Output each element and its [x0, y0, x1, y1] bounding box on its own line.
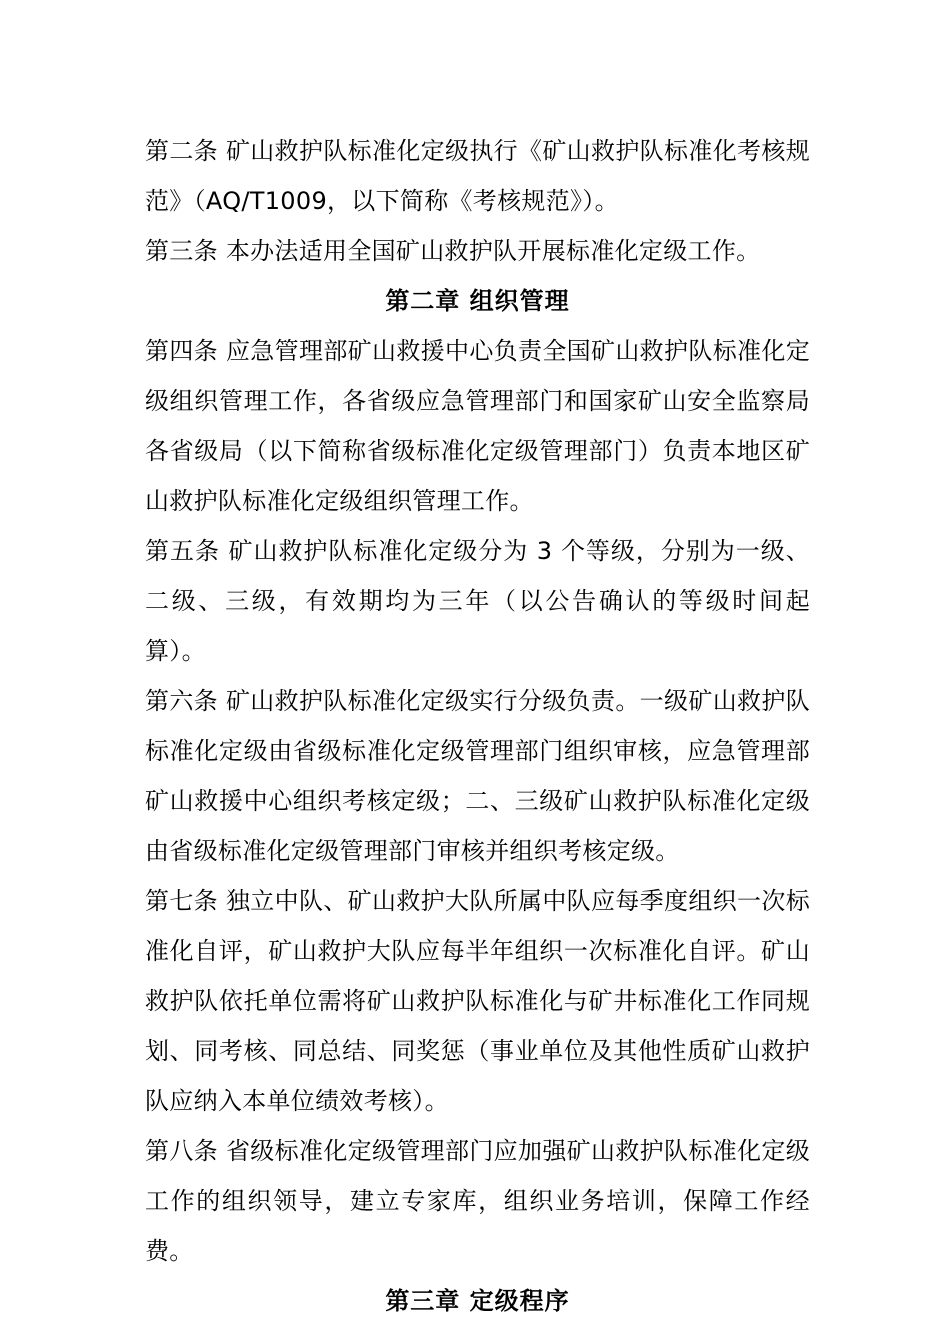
article-8: 第八条 省级标准化定级管理部门应加强矿山救护队标准化定级工作的组织领导，建立专家库，组织业务培训，保障工作经费。	[145, 1137, 810, 1265]
chapter-3-heading: 第三章 定级程序	[385, 1287, 570, 1315]
article-4: 第四条 应急管理部矿山救援中心负责全国矿山救护队标准化定级组织管理工作，各省级应急管理部门和国家矿山安全监察局各省级局（以下简称省级标准化定级管理部门）负责本地区矿山救护队标准化定级组织管理工作。	[145, 337, 810, 515]
document-body	[145, 126, 810, 1326]
article-3: 第三条 本办法适用全国矿山救护队开展标准化定级工作。	[145, 237, 761, 265]
article-2: 第二条 矿山救护队标准化定级执行《矿山救护队标准化考核规范》（AQ/T1009，以下简称《考核规范》）。	[145, 137, 810, 215]
article-7: 第七条 独立中队、矿山救护大队所属中队应每季度组织一次标准化自评，矿山救护大队应每半年组织一次标准化自评。矿山救护队依托单位需将矿山救护队标准化与矿井标准化工作同规划、同考核、同总结、同奖惩（事业单位及其他性质矿山救护队应纳入本单位绩效考核）。	[145, 887, 810, 1115]
article-5: 第五条 矿山救护队标准化定级分为 3 个等级，分别为一级、二级、三级，有效期均为三年（以公告确认的等级时间起算）。	[145, 537, 810, 665]
chapter-2-heading: 第二章 组织管理	[385, 287, 570, 315]
article-6: 第六条 矿山救护队标准化定级实行分级负责。一级矿山救护队标准化定级由省级标准化定级管理部门组织审核，应急管理部矿山救援中心组织考核定级；二、三级矿山救护队标准化定级由省级标准化定级管理部门审核并组织考核定级。	[145, 687, 810, 865]
